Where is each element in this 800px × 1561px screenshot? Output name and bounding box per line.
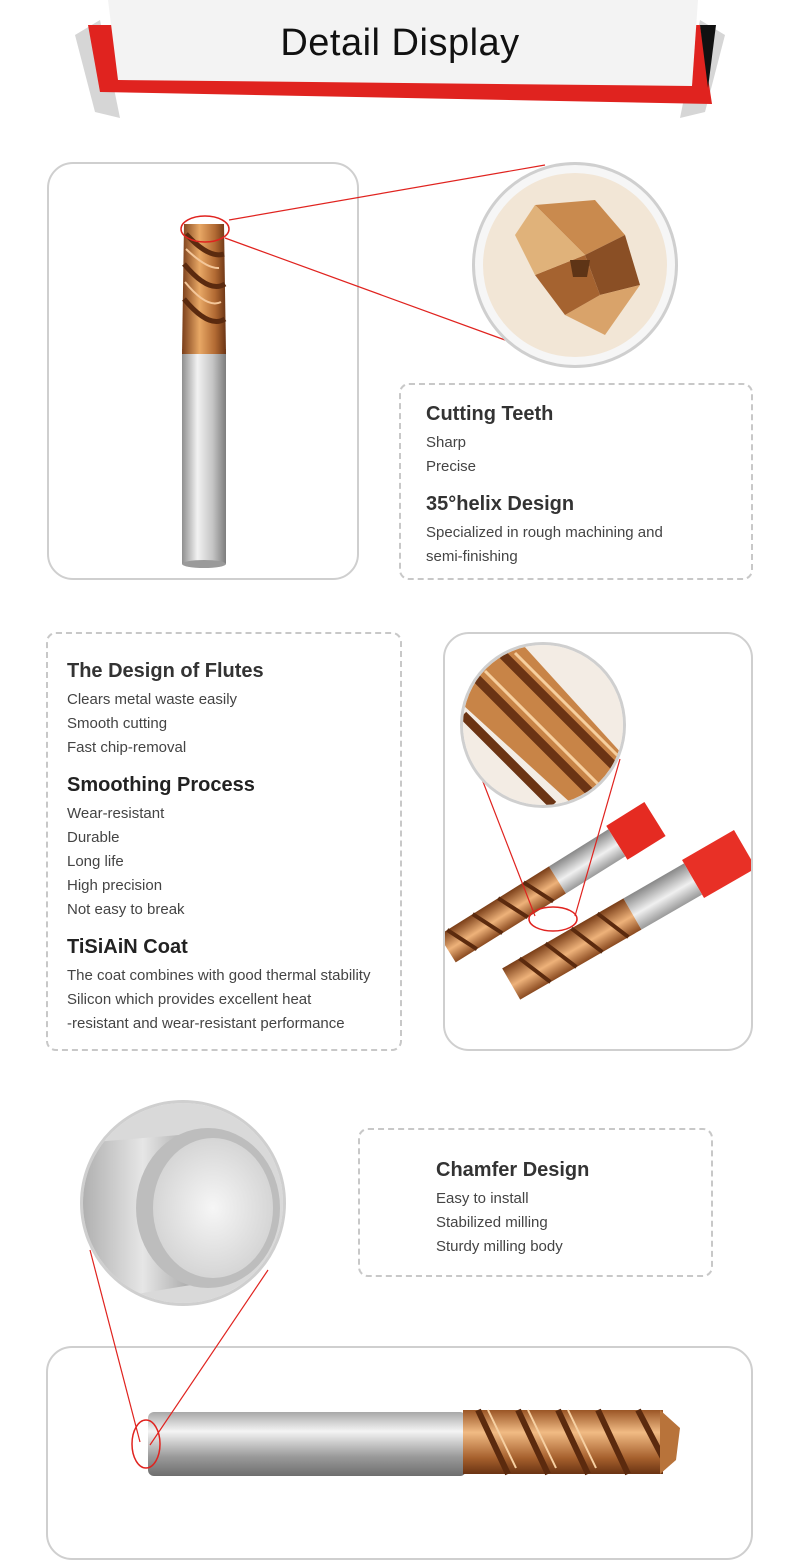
info-heading: Chamfer Design: [436, 1159, 590, 1181]
info-line: The coat combines with good thermal stability: [67, 967, 371, 984]
info-line: Smooth cutting: [67, 715, 168, 732]
info-heading: 35°helix Design: [426, 493, 575, 515]
info-line: Stabilized milling: [436, 1214, 548, 1231]
chamfer-info-box: [358, 1128, 713, 1277]
info-line: -resistant and wear-resistant performance: [67, 1015, 345, 1032]
chamfer-zoom-circle: [80, 1100, 286, 1306]
info-line: Sharp: [426, 434, 467, 451]
info-group-chamfer: [436, 1157, 711, 1259]
info-line: Sturdy milling body: [436, 1238, 563, 1255]
info-line: Long life: [67, 853, 124, 870]
info-line: Durable: [67, 829, 120, 846]
info-group-helix-design: [426, 491, 751, 569]
flutes-closeup-image: [463, 645, 623, 805]
info-heading: Cutting Teeth: [426, 403, 554, 425]
chamfer-closeup-image: [83, 1103, 283, 1303]
page-title: Detail Display: [280, 22, 520, 64]
info-group-cutting-teeth: [426, 401, 751, 479]
cutting-teeth-zoom-circle: [472, 162, 678, 368]
info-line: semi-finishing: [426, 548, 518, 565]
info-line: Wear-resistant: [67, 805, 165, 822]
info-group-flutes: [67, 658, 400, 760]
info-line: Precise: [426, 458, 477, 475]
flutes-info-box: [46, 632, 402, 1051]
info-heading: TiSiAiN Coat: [67, 936, 188, 958]
info-line: Clears metal waste easily: [67, 691, 238, 708]
info-heading: The Design of Flutes: [67, 660, 264, 682]
info-line: High precision: [67, 877, 163, 894]
info-line: Fast chip-removal: [67, 739, 187, 756]
info-line: Not easy to break: [67, 901, 185, 918]
cutting-teeth-closeup-image: [475, 165, 675, 365]
info-line: Silicon which provides excellent heat: [67, 991, 312, 1008]
info-heading: Smoothing Process: [67, 774, 255, 796]
info-group-coat: [67, 934, 400, 1036]
info-line: Easy to install: [436, 1190, 529, 1207]
info-line: Specialized in rough machining and: [426, 524, 663, 541]
cutting-teeth-info-box: [399, 383, 753, 580]
flutes-zoom-circle: [460, 642, 626, 808]
info-group-smoothing: [67, 772, 400, 922]
